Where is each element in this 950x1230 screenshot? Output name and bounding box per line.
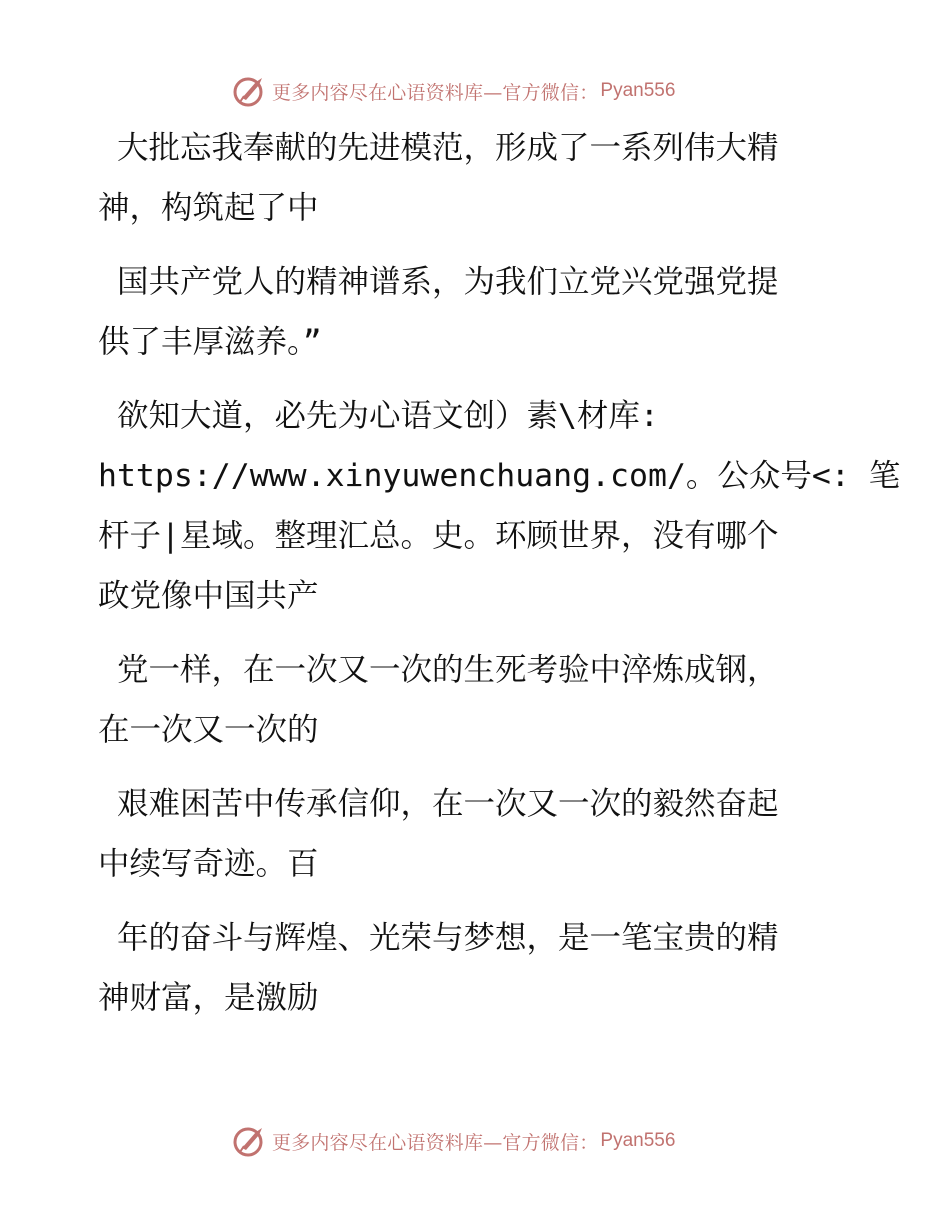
text-line: 国共产党人的精神谱系，为我们立党兴党强党提 — [98, 264, 779, 300]
header-watermark-handle: Pyan556 — [600, 80, 676, 101]
text-line: 欲知大道，必先为心语文创）素\材库: — [98, 398, 659, 434]
text-line: 神财富，是激励 — [98, 980, 319, 1016]
paragraph — [98, 118, 858, 238]
quill-pen-in-circle-icon — [232, 74, 266, 108]
paragraph — [98, 640, 858, 760]
text-line: 神，构筑起了中 — [98, 190, 319, 226]
text-line: 年的奋斗与辉煌、光荣与梦想，是一笔宝贵的精 — [98, 920, 779, 956]
header-watermark-text: 更多内容尽在心语资料库—官方微信： — [272, 81, 599, 104]
footer-watermark — [232, 1121, 675, 1161]
footer-watermark-handle: Pyan556 — [600, 1130, 676, 1151]
paragraph — [98, 774, 858, 894]
paragraph — [98, 252, 858, 372]
quill-pen-in-circle-icon — [232, 1124, 266, 1158]
paragraph — [98, 386, 901, 626]
text-line: https://www.xinyuwenchuang.com/。公众号<: 笔 — [98, 458, 901, 494]
header-watermark — [232, 71, 675, 111]
footer-watermark-text: 更多内容尽在心语资料库—官方微信： — [272, 1131, 599, 1154]
text-line: 在一次又一次的 — [98, 712, 319, 748]
text-line: 中续写奇迹。百 — [98, 846, 319, 882]
text-line: 杆子|星域。整理汇总。史。环顾世界，没有哪个 — [98, 518, 779, 554]
text-line: 供了丰厚滋养。” — [98, 324, 322, 360]
text-line: 党一样，在一次又一次的生死考验中淬炼成钢， — [98, 652, 779, 688]
text-line: 大批忘我奉献的先进模范，形成了一系列伟大精 — [98, 130, 779, 166]
paragraph — [98, 908, 858, 1028]
text-line: 艰难困苦中传承信仰，在一次又一次的毅然奋起 — [98, 786, 779, 822]
text-line: 政党像中国共产 — [98, 578, 319, 614]
document-body — [98, 118, 901, 1028]
